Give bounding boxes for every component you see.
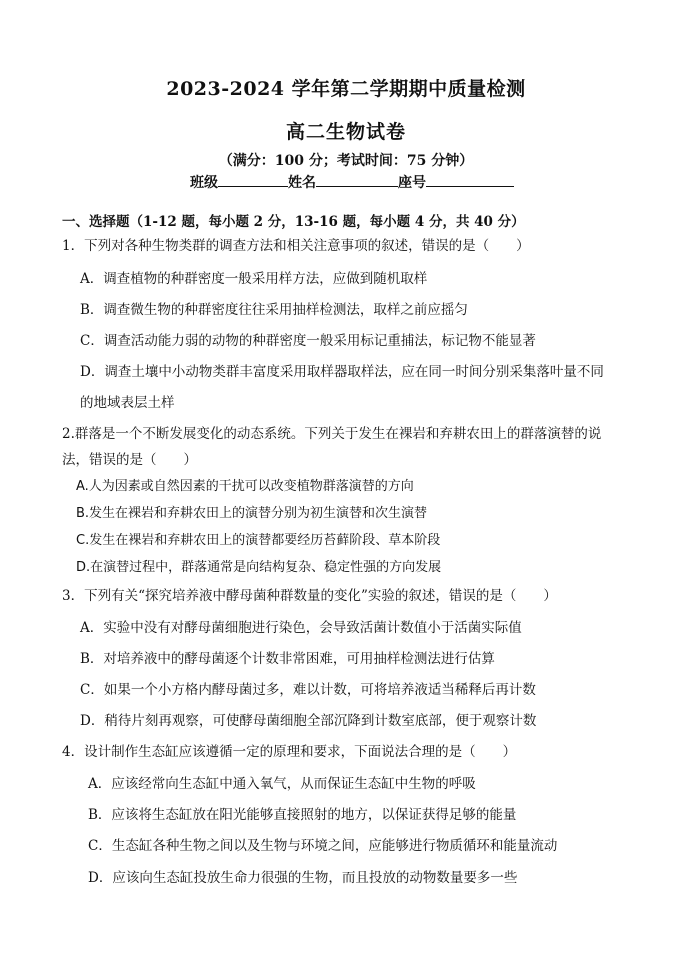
class-label: 班级 bbox=[190, 175, 218, 191]
section-title: 一、选择题（1-12 题，每小题 2 分，13-16 题，每小题 4 分，共 40 分） bbox=[62, 214, 525, 230]
question-1-option-b: B．调查微生物的种群密度往往采用抽样检测法，取样之前应摇匀 bbox=[80, 302, 468, 318]
question-1-option-c: C．调查活动能力弱的动物的种群密度一般采用标记重捕法，标记物不能显著 bbox=[80, 333, 536, 349]
name-blank[interactable] bbox=[316, 172, 398, 187]
exam-info: （满分：100 分；考试时间：75 分钟） bbox=[218, 153, 474, 169]
seat-blank[interactable] bbox=[426, 172, 514, 187]
student-fields bbox=[190, 172, 514, 192]
question-1-option-d-continuation: 的地域表层土样 bbox=[80, 395, 175, 411]
question-2-stem-line1: 2.群落是一个不断发展变化的动态系统。下列关于发生在裸岩和弃耕农田上的群落演替的说 bbox=[62, 426, 602, 442]
exam-subject: 高二生物试卷 bbox=[285, 121, 406, 143]
question-4-option-a: A．应该经常向生态缸中通入氧气，从而保证生态缸中生物的呼吸 bbox=[88, 776, 476, 792]
question-2-option-d: D.在演替过程中，群落通常是向结构复杂、稳定性强的方向发展 bbox=[76, 560, 442, 575]
question-4-option-b: B．应该将生态缸放在阳光能够直接照射的地方，以保证获得足够的能量 bbox=[88, 807, 517, 823]
question-2-option-a: A.人为因素或自然因素的干扰可以改变植物群落演替的方向 bbox=[76, 479, 414, 494]
class-blank[interactable] bbox=[218, 172, 288, 187]
question-3-option-b: B．对培养液中的酵母菌逐个计数非常困难，可用抽样检测法进行估算 bbox=[80, 651, 495, 667]
question-3-option-d: D．稍待片刻再观察，可使酵母菌细胞全部沉降到计数室底部，便于观察计数 bbox=[80, 713, 537, 729]
question-2-stem-line2: 法，错误的是（ ） bbox=[62, 452, 197, 468]
question-3-option-c: C．如果一个小方格内酵母菌过多，难以计数，可将培养液适当稀释后再计数 bbox=[80, 682, 536, 698]
question-2-option-c: C.发生在裸岩和弃耕农田上的演替都要经历苔藓阶段、草本阶段 bbox=[76, 533, 441, 548]
question-1-option-a: A．调查植物的种群密度一般采用样方法，应做到随机取样 bbox=[80, 271, 428, 287]
question-3-stem: 3．下列有关“探究培养液中酵母菌种群数量的变化”实验的叙述，错误的是（ ） bbox=[62, 588, 557, 604]
name-label: 姓名 bbox=[288, 175, 316, 191]
question-1-stem: 1．下列对各种生物类群的调查方法和相关注意事项的叙述，错误的是（ ） bbox=[62, 238, 530, 254]
question-1-option-d: D．调查土壤中小动物类群丰富度采用取样器取样法，应在同一时间分别采集落叶量不同 bbox=[80, 364, 604, 380]
question-3-option-a: A．实验中没有对酵母菌细胞进行染色，会导致活菌计数值小于活菌实际值 bbox=[80, 620, 522, 636]
question-2-option-b: B.发生在裸岩和弃耕农田上的演替分别为初生演替和次生演替 bbox=[76, 506, 428, 521]
exam-title: 2023-2024 学年第二学期期中质量检测 bbox=[166, 78, 526, 100]
question-4-option-d: D．应该向生态缸投放生命力很强的生物，而且投放的动物数量要多一些 bbox=[88, 870, 518, 886]
question-4-stem: 4．设计制作生态缸应该遵循一定的原理和要求，下面说法合理的是（ ） bbox=[62, 744, 517, 760]
seat-label: 座号 bbox=[398, 175, 426, 191]
question-4-option-c: C．生态缸各种生物之间以及生物与环境之间，应能够进行物质循环和能量流动 bbox=[88, 838, 558, 854]
